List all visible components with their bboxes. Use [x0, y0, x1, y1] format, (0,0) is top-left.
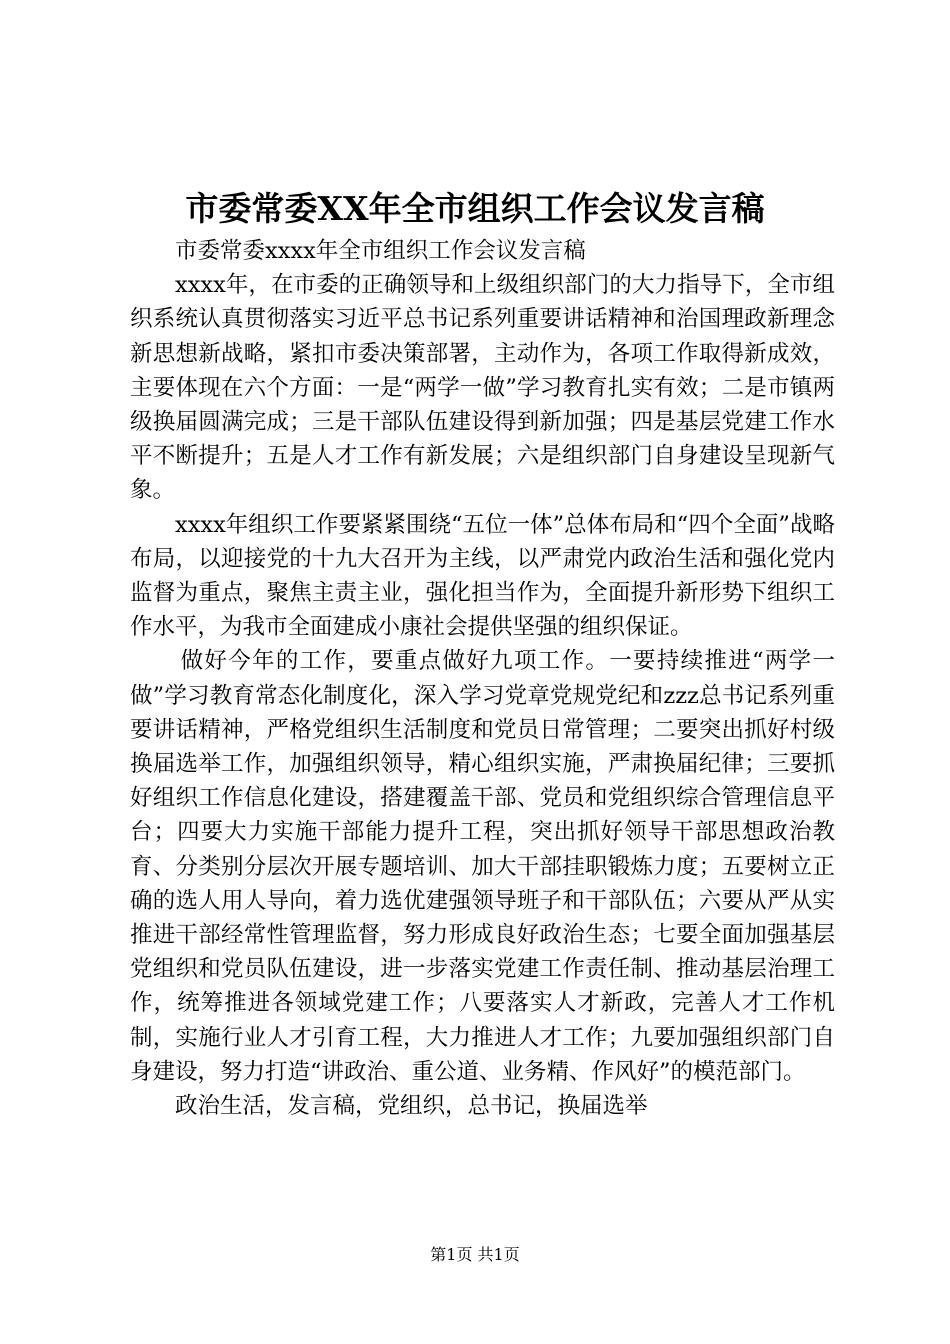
paragraph-review: xxxx年，在市委的正确领导和上级组织部门的大力指导下，全市组织系统认真贯彻落实习近平总书记系列重要讲话精神和治国理政新理念新思想新战略，紧扣市委决策部署，主动作为，各项工作取得新成效，主要体现在六个方面：一是“两学一做”学习教育扎实有效；二是市镇两级换届圆满完成；三是干部队伍建设得到新加强；四是基层党建工作水平不断提升；五是人才工作有新发展；六是组织部门自身建设呈现新气象。 — [130, 272, 835, 504]
document-body — [130, 234, 835, 1123]
subtitle-paragraph: 市委常委xxxx年全市组织工作会议发言稿 — [175, 238, 586, 264]
paragraph-nine-tasks: 做好今年的工作，要重点做好九项工作。一要持续推进“两学一做”学习教育常态化制度化，深入学习党章党规党纪和zzz总书记系列重要讲话精神，严格党组织生活制度和党员日常管理；二要突出抓好村级换届选举工作，加强组织领导，精心组织实施，严肃换届纪律；三要抓好组织工作信息化建设，搭建覆盖干部、党员和党组织综合管理信息平台；四要大力实施干部能力提升工程，突出抓好领导干部思想政治教育、分类别分层次开展专题培训、加大干部挂职锻炼力度；五要树立正确的选人用人导向，着力选优建强领导班子和干部队伍；六要从严从实推进干部经常性管理监督，努力形成良好政治生态；七要全面加强基层党组织和党员队伍建设，进一步落实党建工作责任制、推动基层治理工作，统筹推进各领域党建工作；八要落实人才新政，完善人才工作机制，实施行业人才引育工程，大力推进人才工作；九要加强组织部门自身建设，努力打造“讲政治、重公道、业务精、作风好”的模范部门。 — [130, 648, 835, 1085]
document-title: 市委常委XX年全市组织工作会议发言稿 — [185, 189, 765, 228]
keywords-paragraph: 政治生活，发言稿，党组织，总书记，换届选举 — [175, 1093, 648, 1120]
page-footer: 第1页 共1页 — [430, 1245, 520, 1264]
paragraph-goals: xxxx年组织工作要紧紧围绕“五位一体”总体布局和“四个全面”战略布局，以迎接党的十九大召开为主线，以严肃党内政治生活和强化党内监督为重点，聚焦主责主业，强化担当作为，全面提升新形势下组织工作水平，为我市全面建成小康社会提供坚强的组织保证。 — [130, 511, 835, 641]
